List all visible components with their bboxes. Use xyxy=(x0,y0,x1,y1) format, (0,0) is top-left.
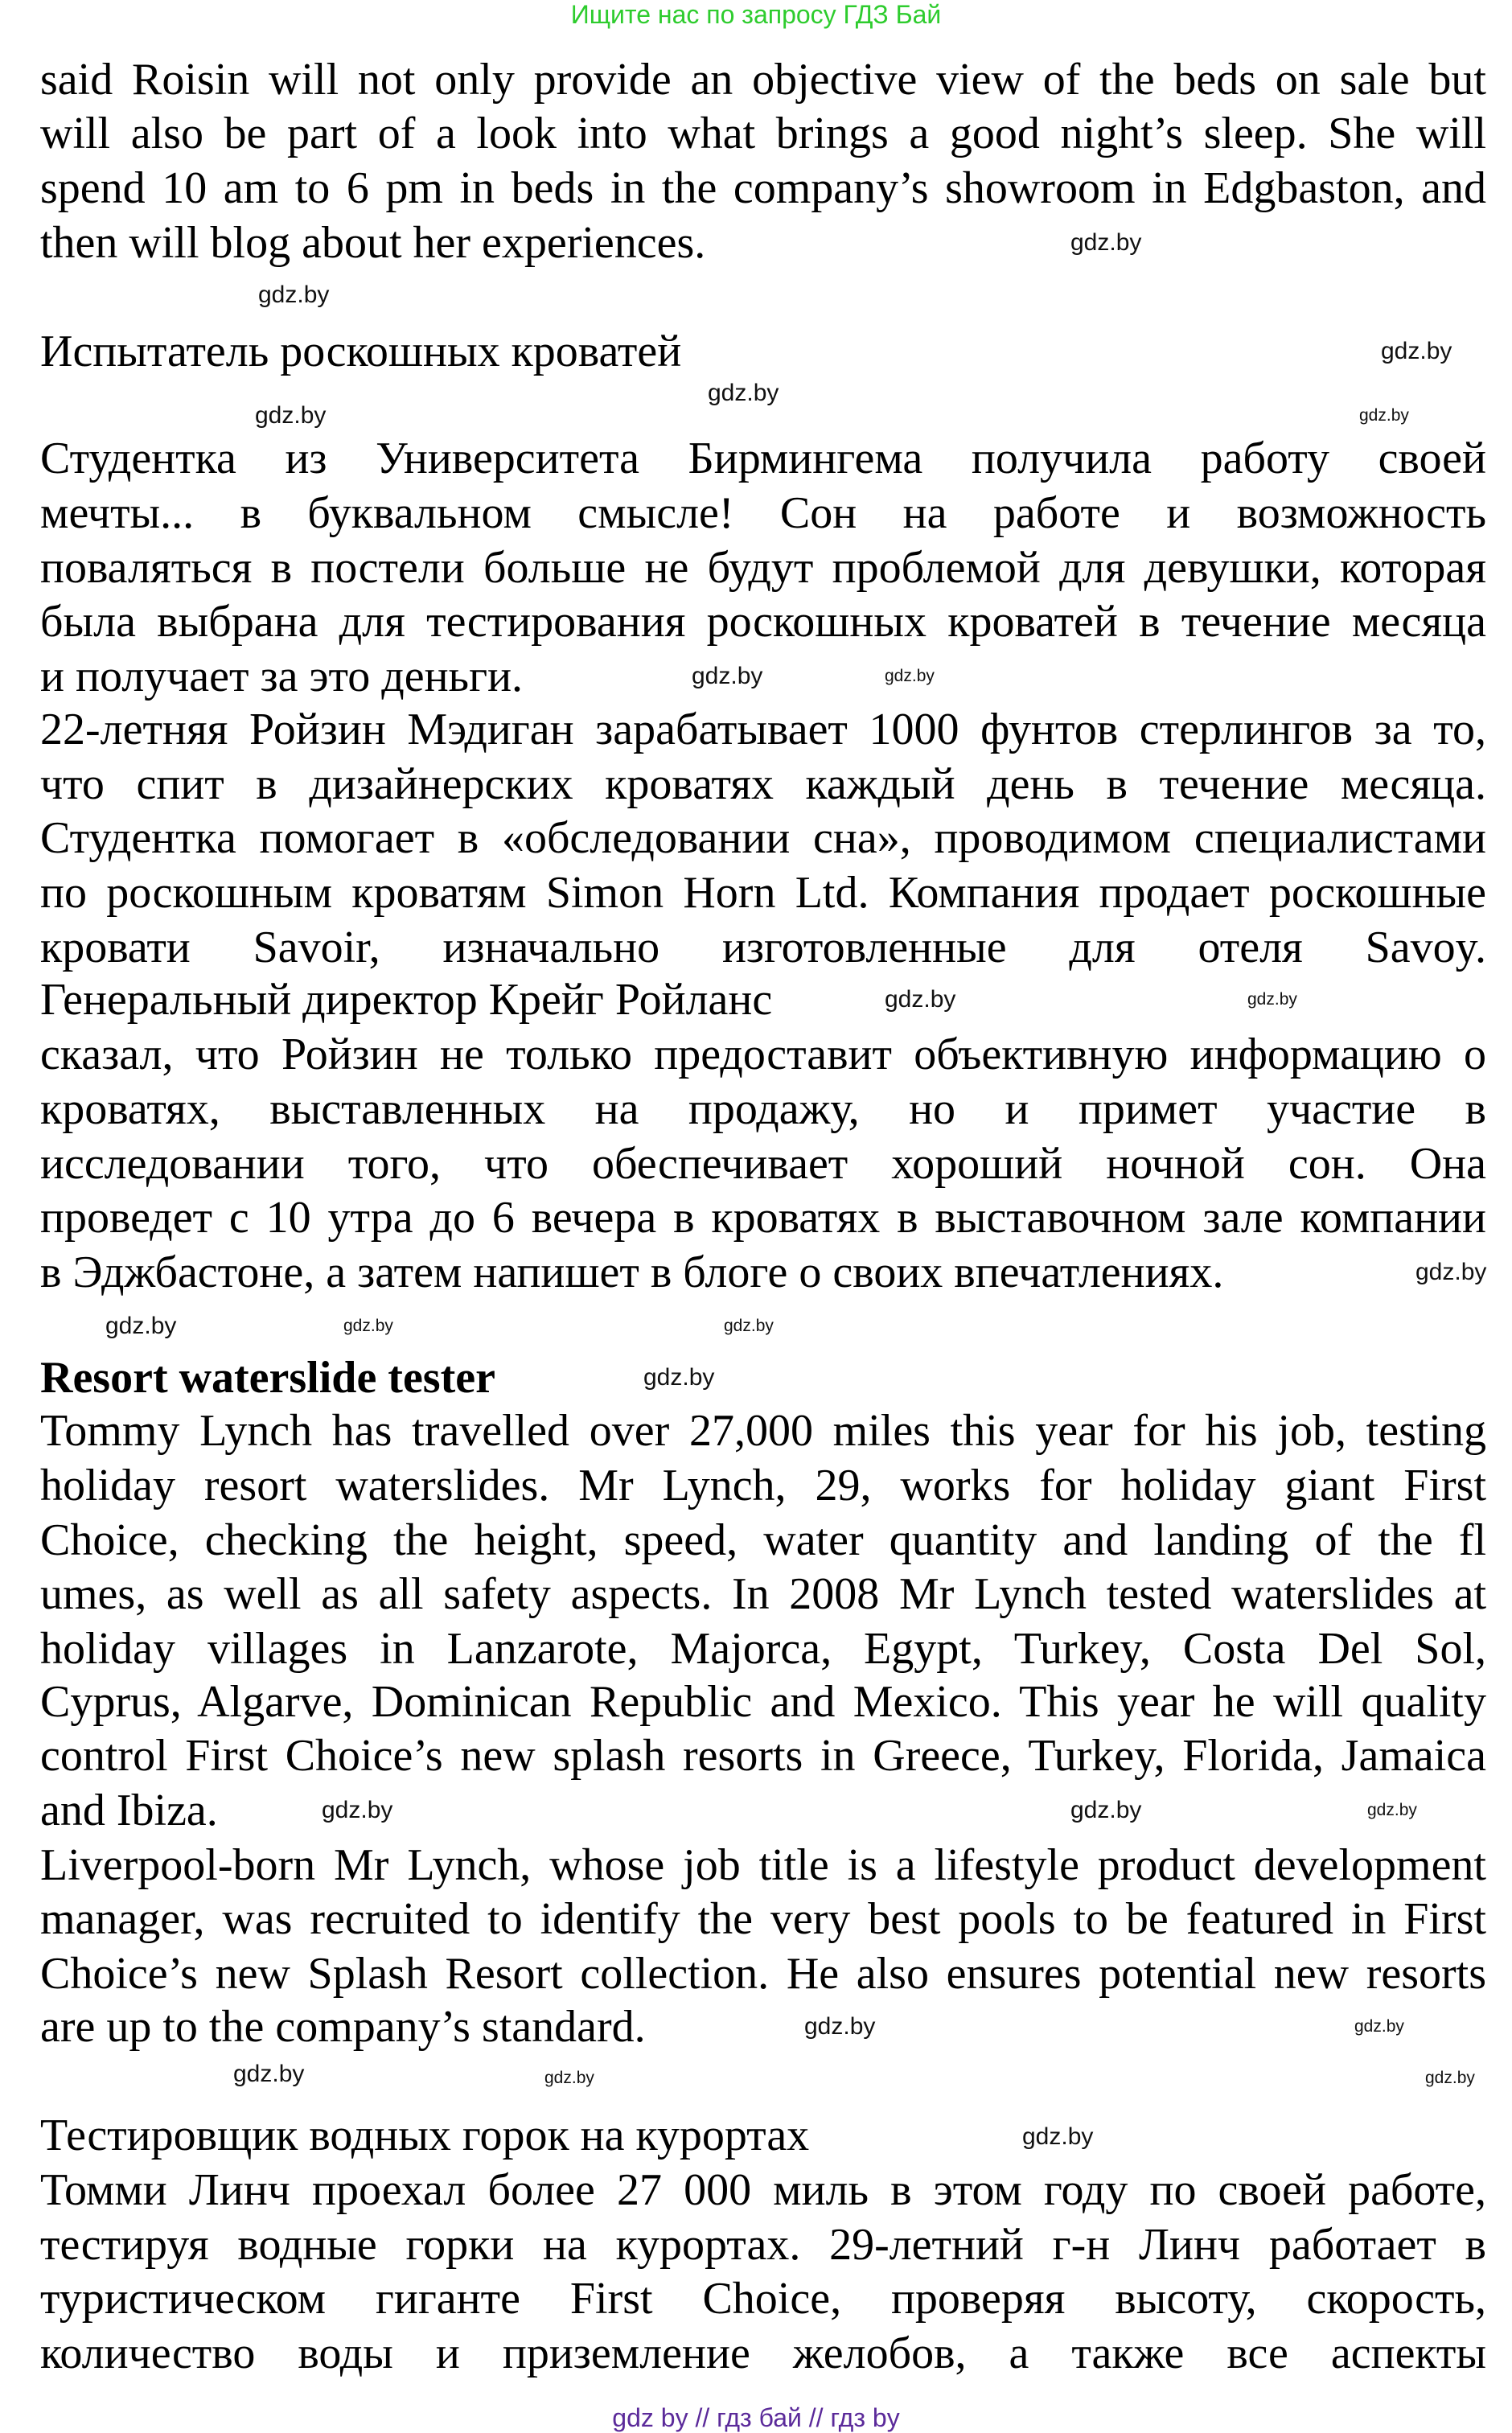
text-line: 22-летняя Ройзин Мэдиган зарабатывает 1000 фунтов стерлингов за то, xyxy=(40,705,1486,754)
watermark: gdz.by xyxy=(1354,2017,1404,2036)
text-line: Студентка из Университета Бирмингема получила работу своей xyxy=(40,434,1486,483)
watermark: gdz.by xyxy=(724,1317,774,1335)
watermark: gdz.by xyxy=(343,1317,393,1335)
section-heading: Resort waterslide tester xyxy=(40,1353,495,1403)
watermark: gdz.by xyxy=(708,380,779,406)
text-line: holiday resort waterslides. Mr Lynch, 29, works for holiday giant First xyxy=(40,1461,1486,1510)
text-line: кроватях, выставленных на продажу, но и примет участие в xyxy=(40,1084,1486,1134)
watermark: gdz.by xyxy=(885,667,935,685)
watermark: gdz.by xyxy=(804,2013,876,2040)
watermark: gdz.by xyxy=(1367,1801,1417,1819)
text-line: said Roisin will not only provide an objective view of the beds on sale but xyxy=(40,55,1486,105)
text-line: была выбрана для тестирования роскошных кроватей в течение месяца xyxy=(40,597,1486,647)
text-line: сказал, что Ройзин не только предоставит объективную информацию о xyxy=(40,1030,1486,1079)
text-line: and Ibiza. xyxy=(40,1786,218,1835)
text-line: количество воды и приземление желобов, а также все аспекты xyxy=(40,2328,1486,2378)
text-line: и получает за это деньги. xyxy=(40,651,524,701)
watermark: gdz.by xyxy=(1359,406,1409,425)
watermark: gdz.by xyxy=(322,1797,393,1823)
text-line: тестируя водные горки на курортах. 29-летний г-н Линч работает в xyxy=(40,2220,1486,2270)
text-line: Choice’s new Splash Resort collection. He also ensures potential new resorts xyxy=(40,1949,1486,1999)
watermark: gdz.by xyxy=(1022,2123,1094,2150)
text-line: Tommy Lynch has travelled over 27,000 miles this year for his job, testing xyxy=(40,1406,1486,1456)
text-line: will also be part of a look into what brings a good night’s sleep. She will xyxy=(40,109,1486,158)
watermark: gdz.by xyxy=(233,2061,305,2087)
text-line: spend 10 am to 6 pm in beds in the company’s showroom in Edgbaston, and xyxy=(40,163,1486,213)
text-line: holiday villages in Lanzarote, Majorca, Egypt, Turkey, Costa Del Sol, xyxy=(40,1624,1486,1674)
text-line: мечты... в буквальном смысле! Сон на работе и возможность xyxy=(40,488,1486,538)
watermark: gdz.by xyxy=(544,2069,594,2087)
section-heading: Тестировщик водных горок на курортах xyxy=(40,2110,810,2160)
watermark: gdz.by xyxy=(255,402,327,429)
footer-links[interactable]: gdz by // гдз бай // гдз by xyxy=(612,2403,900,2432)
text-line: control First Choice’s new splash resorts in Greece, Turkey, Florida, Jamaica xyxy=(40,1731,1486,1781)
text-line: в Эджбастоне, а затем напишет в блоге о своих впечатлениях. xyxy=(40,1247,1224,1297)
text-line: кровати Savoir, изначально изготовленные для отеля Savoy. xyxy=(40,923,1486,972)
text-line: umes, as well as all safety aspects. In 2008 Mr Lynch tested waterslides at xyxy=(40,1569,1486,1619)
watermark: gdz.by xyxy=(105,1313,177,1339)
text-line: manager, was recruited to identify the very best pools to be featured in First xyxy=(40,1894,1486,1944)
text-line: туристическом гиганте First Choice, проверяя высоту, скорость, xyxy=(40,2274,1486,2324)
watermark: gdz.by xyxy=(1381,338,1452,364)
text-line: проведет с 10 утра до 6 вечера в кроватях в выставочном зале компании xyxy=(40,1193,1486,1243)
text-line: Студентка помогает в «обследовании сна», проводимом специалистами xyxy=(40,813,1486,863)
watermark: gdz.by xyxy=(1425,2069,1475,2087)
watermark: gdz.by xyxy=(1247,990,1297,1009)
text-line: Томми Линч проехал более 27 000 миль в этом году по своей работе, xyxy=(40,2165,1486,2215)
watermark: gdz.by xyxy=(885,986,956,1013)
text-line: Генеральный директор Крейг Ройланс xyxy=(40,975,773,1025)
search-banner[interactable]: Ищите нас по запросу ГДЗ Бай xyxy=(570,0,942,29)
text-line: по роскошным кроватям Simon Horn Ltd. Компания продает роскошные xyxy=(40,868,1486,918)
section-heading: Испытатель роскошных кроватей xyxy=(40,327,682,376)
text-line: Liverpool-born Mr Lynch, whose job title is a lifestyle product development xyxy=(40,1840,1486,1890)
watermark: gdz.by xyxy=(692,663,763,689)
text-line: Cyprus, Algarve, Dominican Republic and Mexico. This year he will quality xyxy=(40,1677,1486,1727)
watermark: gdz.by xyxy=(1415,1259,1487,1285)
watermark: gdz.by xyxy=(1070,229,1142,256)
watermark: gdz.by xyxy=(1070,1797,1142,1823)
text-line: исследовании того, что обеспечивает хороший ночной сон. Она xyxy=(40,1139,1486,1189)
text-line: then will blog about her experiences. xyxy=(40,218,706,268)
text-line: что спит в дизайнерских кроватях каждый день в течение месяца. xyxy=(40,759,1486,809)
text-line: поваляться в постели больше не будут проблемой для девушки, которая xyxy=(40,543,1486,593)
text-line: are up to the company’s standard. xyxy=(40,2002,646,2052)
watermark: gdz.by xyxy=(258,282,330,308)
text-line: Choice, checking the height, speed, water quantity and landing of the fl xyxy=(40,1515,1486,1565)
watermark: gdz.by xyxy=(643,1364,715,1391)
